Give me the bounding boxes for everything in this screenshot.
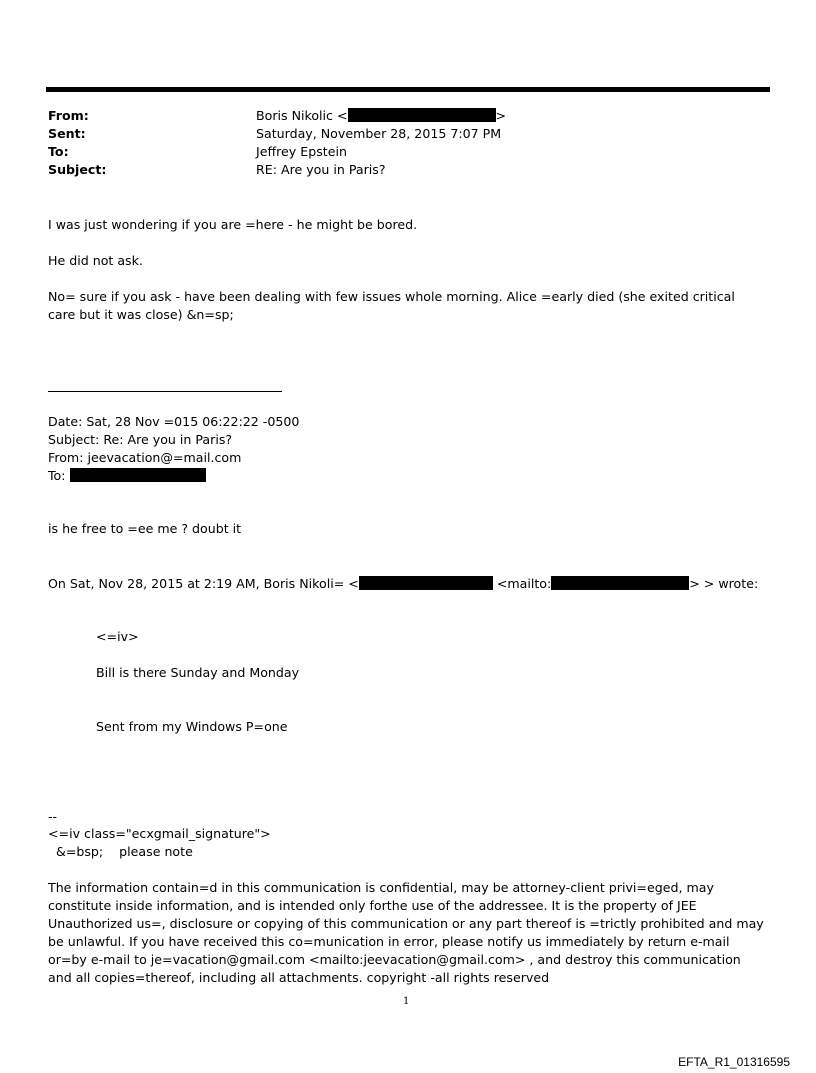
quoted-bill-line: Bill is there Sunday and Monday [96, 665, 300, 680]
attribution-mailto: <mailto: [496, 576, 552, 591]
from-value [256, 108, 506, 123]
quoted-subject: Subject: Re: Are you in Paris? [48, 432, 233, 447]
quoted-date: Date: Sat, 28 Nov =015 06:22:22 -0500 [48, 414, 300, 429]
body-line-2: He did not ask. [48, 253, 143, 268]
redaction-box [70, 468, 206, 482]
signature-disclaimer: The information contain=d in this communication is confidential, may be attorney-client privi=eged, may constitute inside information, and is intended only forthe use of the addressee. It is the property of JEE Unauthorized us=, disclosure or copying of this communication or any part thereof is =trictly prohibited and may be unlawful. If you have received this co=munication in error, please notify us immediately by return e-mail or=by e-mail to je=vacation@gmail.com <mailto:jeevacation@gmail.com> , and destroy this communication and all copies=thereof, including all attachments. copyright -all rights reserved [48, 880, 764, 985]
to-value: Jeffrey Epstein [256, 144, 347, 159]
quoted-from: From: jeevacation@=mail.com [48, 450, 242, 465]
subject-value: RE: Are you in Paris? [256, 162, 386, 177]
attribution-suffix: > > wrote: [689, 576, 759, 591]
signature-please-note: &=bsp; please note [48, 844, 193, 859]
signature-dashes: -- [48, 809, 58, 824]
sent-value: Saturday, November 28, 2015 7:07 PM [256, 126, 502, 141]
sent-label: Sent: [48, 126, 86, 141]
quoted-to [48, 467, 206, 485]
page-number: 1 [403, 996, 410, 1007]
quoted-attribution [48, 575, 758, 593]
quoted-to-label: To: [48, 468, 66, 483]
body-line-3: No= sure if you ask - have been dealing with few issues whole morning. Alice =early died (she exited critical care but it was close) &n=sp; [48, 289, 735, 322]
from-label: From: [48, 108, 89, 123]
redaction-box [551, 576, 689, 590]
redaction-box [348, 108, 496, 122]
signature-div-class: <=iv class="ecxgmail_signature"> [48, 826, 271, 841]
from-bracket: > [495, 108, 507, 123]
from-name: Boris Nikolic < [256, 108, 348, 123]
quoted-div-tag: <=iv> [96, 629, 139, 644]
to-label: To: [48, 144, 69, 159]
redaction-box [359, 576, 493, 590]
separator-line [48, 391, 282, 392]
quoted-sent-from: Sent from my Windows P=one [96, 719, 288, 734]
body-line-1: I was just wondering if you are =here - he might be bored. [48, 217, 418, 232]
document-id: EFTA_R1_01316595 [678, 1055, 790, 1069]
quoted-message: is he free to =ee me ? doubt it [48, 521, 242, 536]
top-rule [46, 87, 770, 92]
attribution-prefix: On Sat, Nov 28, 2015 at 2:19 AM, Boris Nikoli= < [48, 576, 359, 591]
subject-label: Subject: [48, 162, 107, 177]
